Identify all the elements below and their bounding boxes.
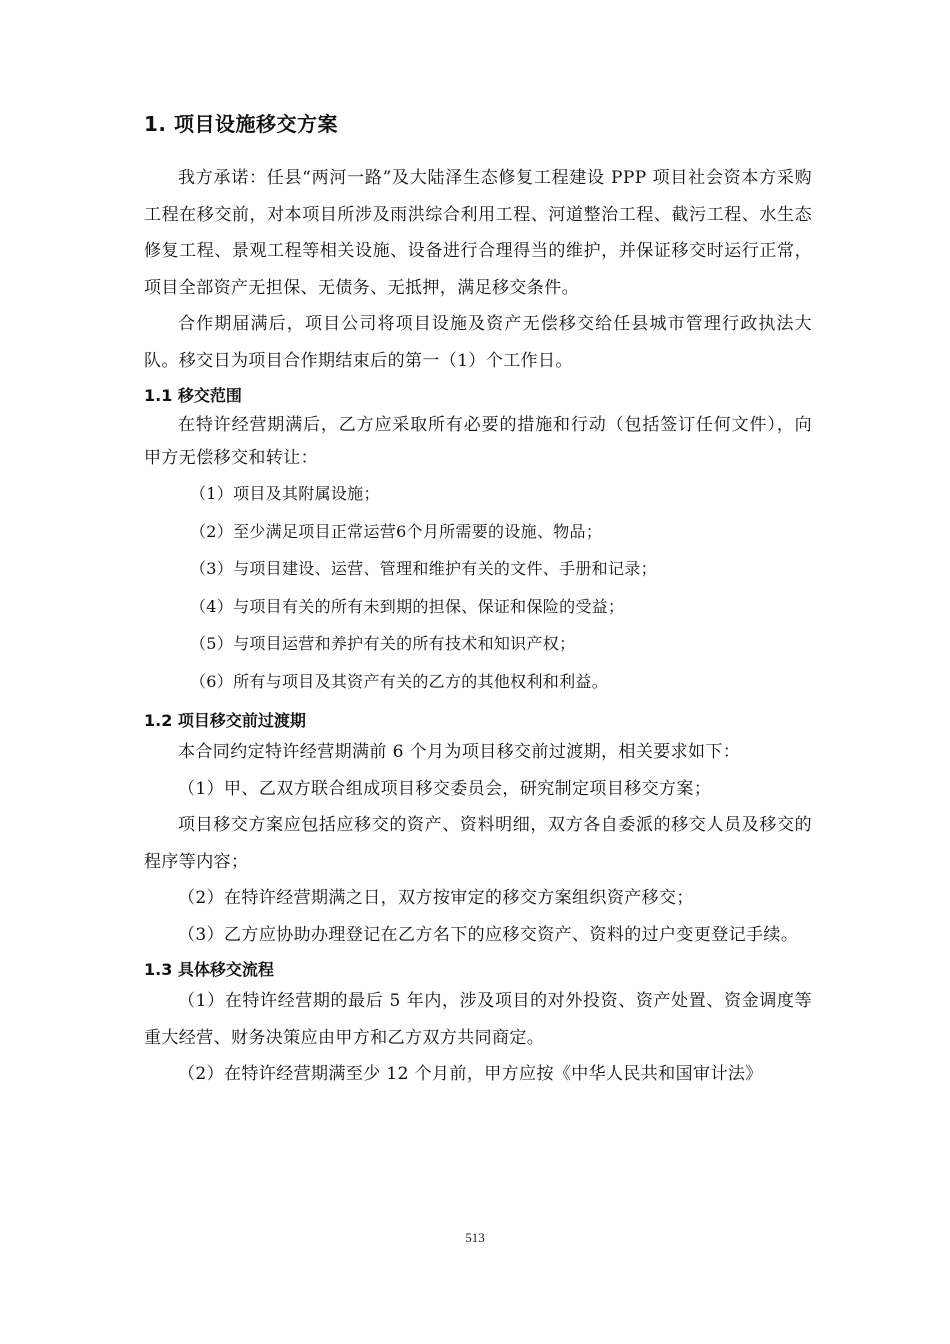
list-item: （1）项目及其附属设施； (190, 484, 380, 503)
document-body (144, 108, 812, 1093)
section-1-2-paragraph: 本合同约定特许经营期满前 6 个月为项目移交前过渡期，相关要求如下： (178, 742, 741, 762)
section-1-1-lead: 在特许经营期满后，乙方应采取所有必要的措施和行动（包括签订任何文件），向甲方无偿移交和转让： (144, 415, 812, 468)
page-number: 513 (465, 1230, 485, 1245)
list-item: （5）与项目运营和养护有关的所有技术和知识产权； (190, 634, 576, 653)
section-1-2-paragraph: （1）甲、乙双方联合组成项目移交委员会，研究制定项目移交方案； (178, 778, 712, 799)
section-1-3-paragraph: （1）在特许经营期的最后 5 年内，涉及项目的对外投资、资产处置、资金调度等重大经营、财务决策应由甲方和乙方双方共同商定。 (144, 991, 812, 1048)
section-1-2-paragraph: 项目移交方案应包括应移交的资产、资料明细，双方各自委派的移交人员及移交的程序等内容； (144, 815, 812, 872)
list-item: （4）与项目有关的所有未到期的担保、保证和保险的受益； (190, 596, 625, 616)
intro-paragraph-2: 合作期届满后，项目公司将项目设施及资产无偿移交给任县城市管理行政执法大队。移交日为项目合作期结束后的第一（1）个工作日。 (144, 314, 812, 371)
section-1-2-paragraph: （2）在特许经营期满之日，双方按审定的移交方案组织资产移交； (178, 888, 694, 908)
section-1-2-paragraph: （3）乙方应协助办理登记在乙方名下的应移交资产、资料的过户变更登记手续。 (178, 924, 799, 945)
intro-paragraph-1: 我方承诺：任县“两河一路”及大陆泽生态修复工程建设 PPP 项目社会资本方采购工程在移交前，对本项目所涉及雨洪综合利用工程、河道整治工程、截污工程、水生态修复工程、景观工程等相关设施、设备进行合理得当的维护，并保证移交时运行正常，项目全部资产无担保、无债务、无抵押，满足移交条件。 (144, 168, 812, 298)
section-heading-1-3: 1.3 具体移交流程 (144, 960, 274, 979)
section-1-3-paragraph: （2）在特许经营期满至少 12 个月前，甲方应按《中华人民共和国审计法》 (178, 1064, 763, 1084)
section-heading-1: 1. 项目设施移交方案 (144, 112, 338, 136)
section-heading-1-2: 1.2 项目移交前过渡期 (144, 711, 306, 730)
list-item: （6）所有与项目及其资产有关的乙方的其他权利和利益。 (190, 671, 608, 691)
list-item: （2）至少满足项目正常运营6个月所需要的设施、物品； (190, 521, 603, 541)
list-item: （3）与项目建设、运营、管理和维护有关的文件、手册和记录； (190, 559, 657, 578)
section-heading-1-1: 1.1 移交范围 (144, 386, 242, 405)
